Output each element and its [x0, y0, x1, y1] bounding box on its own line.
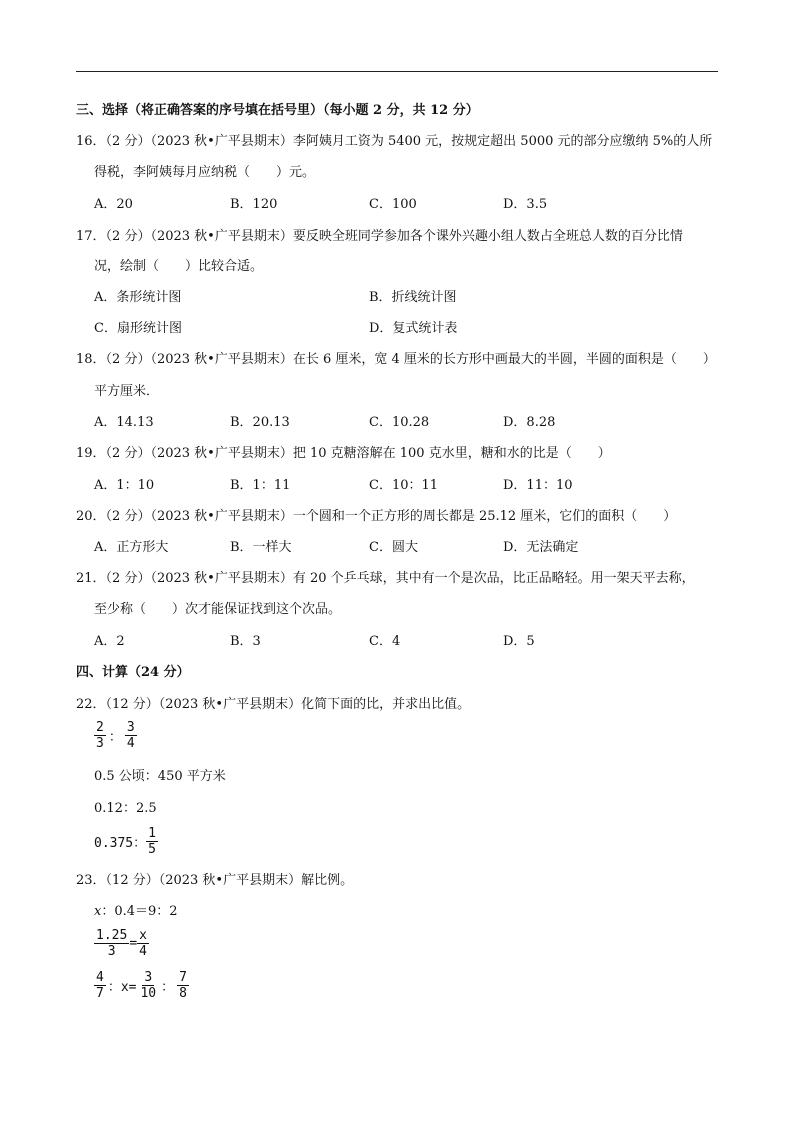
ratio-left: 0.375：	[94, 836, 147, 851]
numerator: 4	[96, 970, 104, 985]
fraction	[177, 970, 189, 1001]
question-20-option-b[interactable]: B．一样大	[230, 540, 292, 555]
question-20-option-a[interactable]: A．正方形大	[94, 540, 169, 555]
denominator: 7	[96, 986, 104, 1001]
question-16-option-b[interactable]: B．120	[230, 197, 278, 212]
question-21-option-d[interactable]: D．5	[503, 634, 535, 649]
q23-proportion-2	[94, 928, 149, 959]
question-17-line2: 况，绘制（ ）比较合适。	[94, 259, 264, 274]
denominator: 3	[107, 944, 116, 959]
question-20-option-d[interactable]: D．无法确定	[503, 540, 579, 555]
ratio-colon: ：	[161, 980, 175, 995]
proportion-middle: ：x=	[107, 980, 137, 995]
equals-sign: =	[129, 936, 138, 951]
q22-ratio-1	[94, 720, 137, 751]
question-16-line2: 得税，李阿姨每月应纳税（ ）元。	[94, 165, 316, 180]
numerator: 3	[126, 720, 135, 735]
question-20-line1: 20．（2 分）（2023 秋•广平县期末）一个圆和一个正方形的周长都是 25.12 厘米，它们的面积（ ）	[76, 509, 677, 524]
denominator: 5	[148, 842, 156, 857]
question-17-option-a[interactable]: A．条形统计图	[94, 290, 182, 305]
section-3-title: 三、选择（将正确答案的序号填在括号里）（每小题 2 分，共 12 分）	[76, 103, 479, 118]
question-20-option-c[interactable]: C．圆大	[369, 540, 418, 555]
question-17-line1: 17．（2 分）（2023 秋•广平县期末）要反映全班同学参加各个课外兴趣小组人数占全班总人数的百分比情	[76, 229, 683, 244]
question-18-option-c[interactable]: C．10.28	[369, 415, 430, 430]
question-19-option-d[interactable]: D．11：10	[503, 478, 573, 493]
fraction	[94, 970, 106, 1001]
question-17-option-c[interactable]: C．扇形统计图	[94, 321, 182, 336]
question-21-option-c[interactable]: C．4	[369, 634, 401, 649]
denominator: 4	[126, 736, 135, 751]
question-21-option-b[interactable]: B．3	[230, 634, 261, 649]
fraction	[146, 826, 158, 857]
question-18-option-b[interactable]: B．20.13	[230, 415, 290, 430]
header-rule	[76, 71, 718, 72]
question-18-line1: 18．（2 分）（2023 秋•广平县期末）在长 6 厘米，宽 4 厘米的长方形中画最大的半圆，半圆的面积是（ ）	[76, 352, 716, 367]
numerator: 1	[148, 826, 156, 841]
numerator: 2	[96, 720, 104, 735]
question-21-option-a[interactable]: A．2	[94, 634, 125, 649]
denominator: 3	[96, 736, 104, 751]
question-18-line2: 平方厘米．	[94, 384, 160, 399]
question-19-line1: 19．（2 分）（2023 秋•广平县期末）把 10 克糖溶解在 100 克水里，糖和水的比是（ ）	[76, 446, 611, 461]
question-21-line1: 21．（2 分）（2023 秋•广平县期末）有 20 个乒乓球，其中有一个是次品，比正品略轻。用一架天平去称，	[76, 571, 695, 586]
question-18-option-d[interactable]: D．8.28	[503, 415, 556, 430]
question-22-line1: 22．（12 分）（2023 秋•广平县期末）化简下面的比，并求出比值。	[76, 697, 471, 712]
numerator: 7	[179, 970, 187, 985]
numerator: 3	[144, 970, 153, 985]
question-19-option-a[interactable]: A．1：10	[94, 478, 155, 493]
question-17-option-d[interactable]: D．复式统计表	[369, 321, 458, 336]
section-4-title: 四、计算（24 分）	[76, 665, 190, 680]
question-16-option-a[interactable]: A．20	[94, 197, 133, 212]
fraction	[125, 720, 137, 751]
fraction	[137, 928, 149, 959]
fraction	[138, 970, 158, 1001]
q22-ratio-2: 0.5 公顷：450 平方米	[94, 769, 226, 784]
question-16-line1: 16．（2 分）（2023 秋•广平县期末）李阿姨月工资为 5400 元，按规定超出 5000 元的部分应缴纳 5%的人所	[76, 134, 713, 149]
question-18-option-a[interactable]: A．14.13	[94, 415, 154, 430]
question-21-line2: 至少称（ ）次才能保证找到这个次品。	[94, 602, 342, 617]
q23-proportion-3	[94, 970, 189, 1001]
numerator: 1.25	[96, 928, 128, 943]
numerator: x	[139, 928, 147, 943]
proportion-rest: ：0.4＝9：2	[101, 904, 178, 919]
denominator: 4	[139, 944, 147, 959]
q23-proportion-1	[94, 903, 178, 921]
denominator: 8	[179, 986, 187, 1001]
denominator: 10	[140, 986, 157, 1001]
fraction	[94, 928, 129, 959]
question-23-line1: 23．（12 分）（2023 秋•广平县期末）解比例。	[76, 873, 354, 888]
fraction	[94, 720, 106, 751]
ratio-colon: ：	[108, 730, 122, 745]
question-19-option-c[interactable]: C．10：11	[369, 478, 439, 493]
question-16-option-d[interactable]: D．3.5	[503, 197, 548, 212]
q22-ratio-3: 0.12：2.5	[94, 801, 157, 816]
variable-x: x	[94, 904, 102, 919]
q22-ratio-4	[94, 826, 158, 857]
question-19-option-b[interactable]: B．1：11	[230, 478, 291, 493]
question-16-option-c[interactable]: C．100	[369, 197, 417, 212]
question-17-option-b[interactable]: B．折线统计图	[369, 290, 457, 305]
